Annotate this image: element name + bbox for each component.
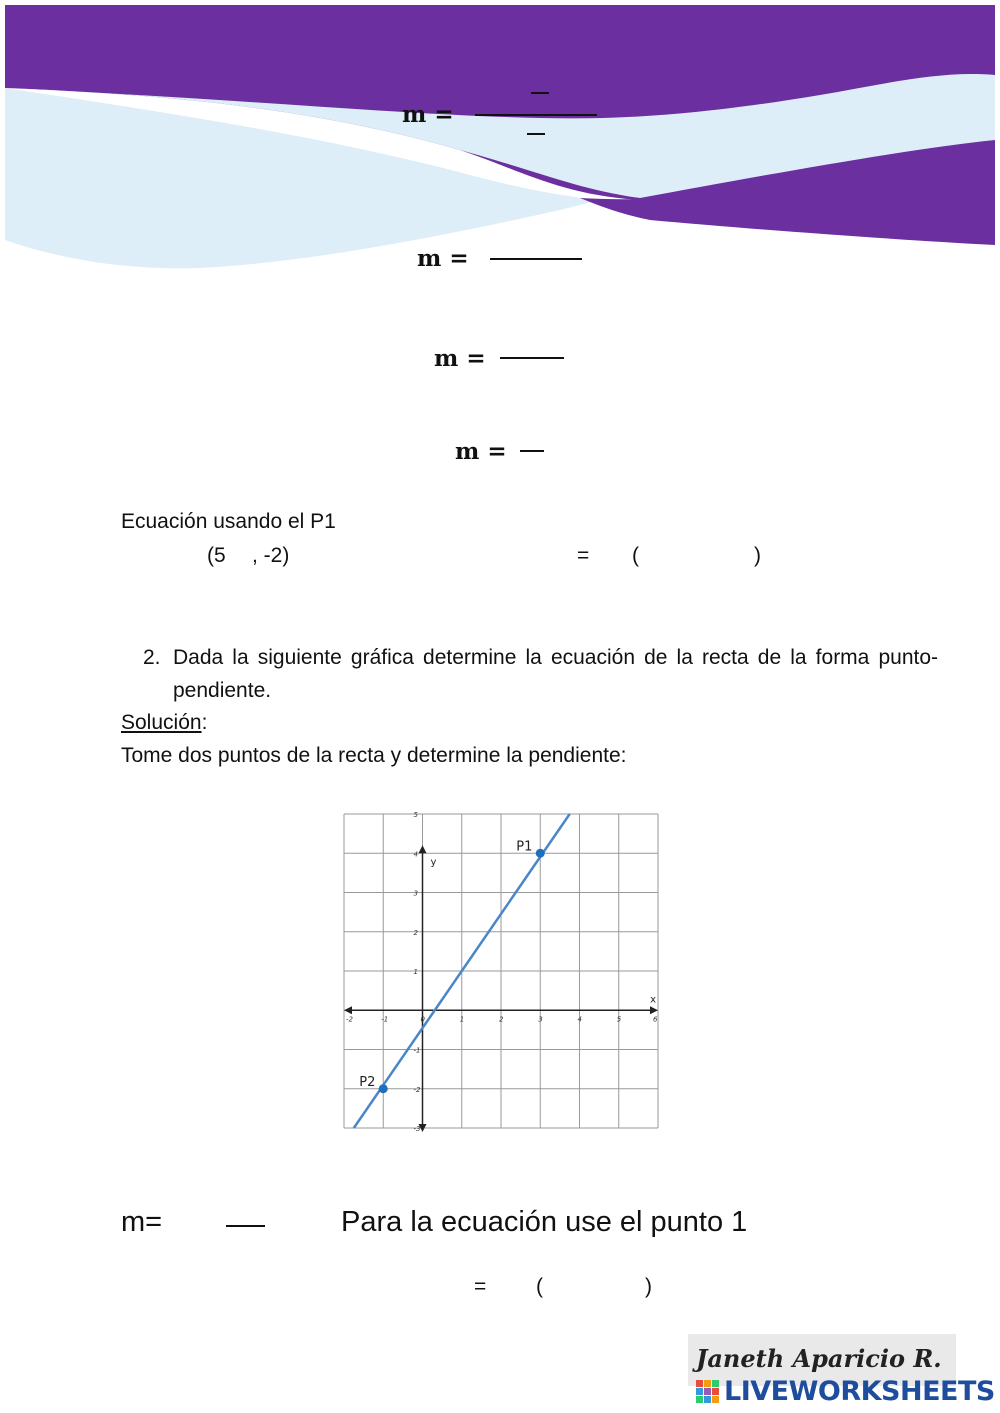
equation-label: Ecuación usando el P1 [121, 510, 336, 533]
point-x: (5 [207, 544, 226, 567]
y-tick-label: 5 [413, 811, 418, 819]
open-paren-2: ( [536, 1275, 543, 1298]
y-tick-label: 2 [413, 928, 418, 937]
y-tick-label: 1 [413, 968, 418, 976]
equals-sign-1: = [577, 544, 590, 567]
x-axis-right-arrow [650, 1006, 658, 1014]
x-axis-left-arrow [344, 1006, 352, 1014]
fraction-bar-1 [475, 114, 597, 116]
close-paren-2: ) [645, 1275, 652, 1298]
numerator-minus [531, 92, 549, 94]
x-tick-label: 5 [616, 1015, 622, 1024]
close-paren-1: ) [754, 544, 761, 567]
point-label-p2: P2 [359, 1074, 376, 1090]
question-text: Dada la siguiente gráfica determine la ecuación de la recta de la forma punto-pendiente. [173, 646, 938, 702]
slope-formula-1: m = [402, 101, 454, 128]
fraction-bar-4 [520, 450, 544, 452]
y-tick-label: -2 [413, 1085, 421, 1094]
brand-name: LIVEWORKSHEETS [724, 1376, 995, 1407]
x-tick-label: 2 [499, 1015, 504, 1024]
solution-label: Solución [121, 711, 202, 734]
solution-colon: : [201, 711, 208, 734]
open-paren-1: ( [632, 544, 639, 567]
y-tick-label: 3 [413, 889, 418, 898]
slope-formula-3: m = [434, 345, 486, 372]
x-tick-label: 0 [420, 1015, 425, 1024]
slope-blank-bar [226, 1225, 265, 1227]
point-label-p1: P1 [516, 839, 533, 855]
x-tick-label: -1 [381, 1015, 389, 1024]
x-tick-label: 6 [653, 1015, 658, 1024]
point-instruction: Para la ecuación use el punto 1 [341, 1206, 748, 1238]
point-marker-p2 [379, 1084, 388, 1093]
liveworksheets-logo-icon [696, 1380, 720, 1404]
y-tick-label: -1 [413, 1046, 421, 1055]
line-graph [336, 806, 666, 1136]
x-tick-label: 4 [577, 1015, 582, 1024]
y-axis-label: y [430, 857, 437, 869]
equals-sign-2: = [474, 1275, 487, 1298]
x-axis-label: x [650, 994, 657, 1006]
header-wave [0, 0, 1000, 280]
x-tick-label: 3 [538, 1015, 543, 1024]
author-name: Janeth Aparicio R. [696, 1344, 942, 1373]
slope-m-label: m= [121, 1206, 163, 1238]
y-axis-up-arrow [419, 845, 427, 853]
point-y: , -2) [252, 544, 290, 567]
fraction-bar-2 [490, 258, 582, 260]
x-tick-label: -2 [346, 1015, 353, 1024]
slope-formula-4: m = [455, 438, 507, 465]
question-number: 2. [143, 646, 161, 669]
solution-heading [121, 711, 207, 735]
slope-formula-2: m = [417, 245, 469, 272]
point-marker-p1 [536, 849, 545, 858]
denominator-minus [527, 133, 545, 135]
instruction-text: Tome dos puntos de la recta y determine la pendiente: [121, 744, 627, 767]
y-tick-label: 4 [413, 850, 418, 859]
y-tick-label: -3 [413, 1125, 421, 1133]
x-tick-label: 1 [459, 1015, 465, 1024]
fraction-bar-3 [500, 357, 564, 359]
